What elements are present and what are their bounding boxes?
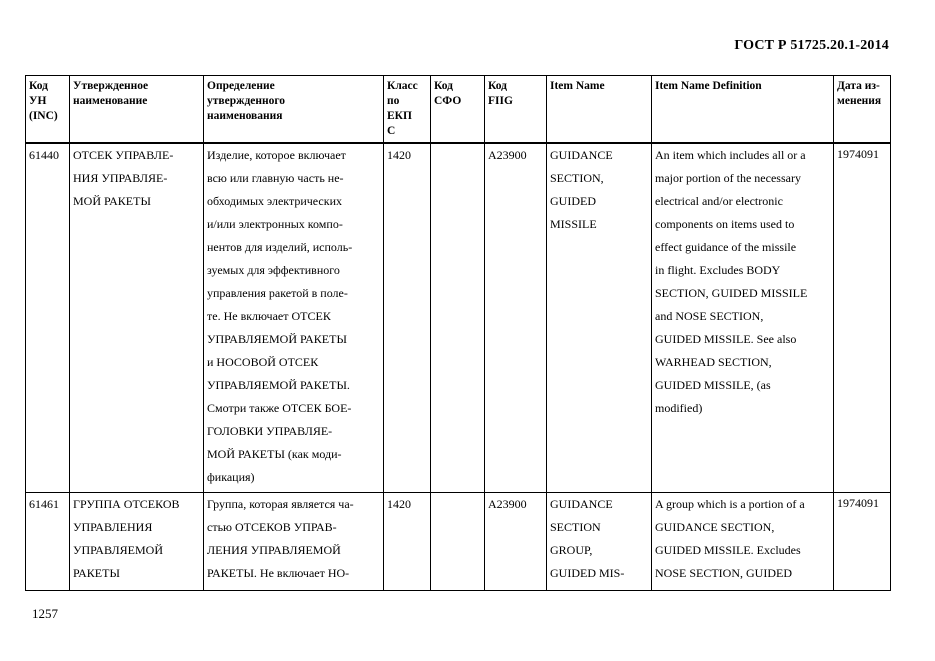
table-header-row: [26, 76, 891, 144]
column-header-class: Класс по ЕКП С: [384, 76, 431, 144]
cell-name-definition: Изделие, которое включает всю или главную часть не- обходимых электрических и/или электронных компо- нентов для изделий, исполь- зуемых для эффективного управления ракетой в поле- те. Не включает ОТСЕК УПРАВЛЯЕМОЙ РАКЕТЫ и НОСОВОЙ ОТСЕК УПРАВЛЯЕМОЙ РАКЕТЫ. Смотри также ОТСЕК БОЕ- ГОЛОВКИ УПРАВЛЯЕ- МОЙ РАКЕТЫ (как моди- фикация): [204, 143, 384, 493]
cell-code: 61440: [26, 143, 70, 493]
column-header-item-name-definition: Item Name Definition: [652, 76, 834, 144]
cell-approved-name: ОТСЕК УПРАВЛЕ- НИЯ УПРАВЛЯЕ- МОЙ РАКЕТЫ: [70, 143, 204, 493]
cell-fiig-code: A23900: [485, 493, 547, 591]
cell-item-name: GUIDANCE SECTION, GUIDED MISSILE: [547, 143, 652, 493]
column-header-code-inc: Код УН (INC): [26, 76, 70, 144]
cell-item-name-definition: An item which includes all or a major portion of the necessary electrical and/or electronic components on items used to effect guidance of the missile in flight. Excludes BODY SECTION, GUIDED MISSILE and NOSE SECTION, GUIDED MISSILE. See also WARHEAD SECTION, GUIDED MISSILE, (as modified): [652, 143, 834, 493]
table-row: [26, 493, 891, 591]
cell-code: 61461: [26, 493, 70, 591]
cell-class: 1420: [384, 493, 431, 591]
column-header-item-name: Item Name: [547, 76, 652, 144]
cell-approved-name: ГРУППА ОТСЕКОВ УПРАВЛЕНИЯ УПРАВЛЯЕМОЙ РАКЕТЫ: [70, 493, 204, 591]
column-header-fiig-code: Код FIIG: [485, 76, 547, 144]
cell-name-definition: Группа, которая является ча- стью ОТСЕКОВ УПРАВ- ЛЕНИЯ УПРАВЛЯЕМОЙ РАКЕТЫ. Не включает НО-: [204, 493, 384, 591]
cell-change-date: 1974091: [834, 143, 891, 493]
table-row: [26, 143, 891, 493]
cell-fiig-code: A23900: [485, 143, 547, 493]
standard-table: [25, 75, 891, 591]
document-code: ГОСТ Р 51725.20.1-2014: [734, 38, 889, 53]
cell-sfo-code: [431, 143, 485, 493]
column-header-approved-name: Утвержденное наименование: [70, 76, 204, 144]
cell-item-name-definition: A group which is a portion of a GUIDANCE SECTION, GUIDED MISSILE. Excludes NOSE SECTION, GUIDED: [652, 493, 834, 591]
column-header-sfo-code: Код СФО: [431, 76, 485, 144]
column-header-change-date: Дата из- менения: [834, 76, 891, 144]
cell-sfo-code: [431, 493, 485, 591]
cell-change-date: 1974091: [834, 493, 891, 591]
cell-item-name: GUIDANCE SECTION GROUP, GUIDED MIS-: [547, 493, 652, 591]
column-header-name-definition: Определение утвержденного наименования: [204, 76, 384, 144]
cell-class: 1420: [384, 143, 431, 493]
page-number: 1257: [32, 606, 58, 621]
